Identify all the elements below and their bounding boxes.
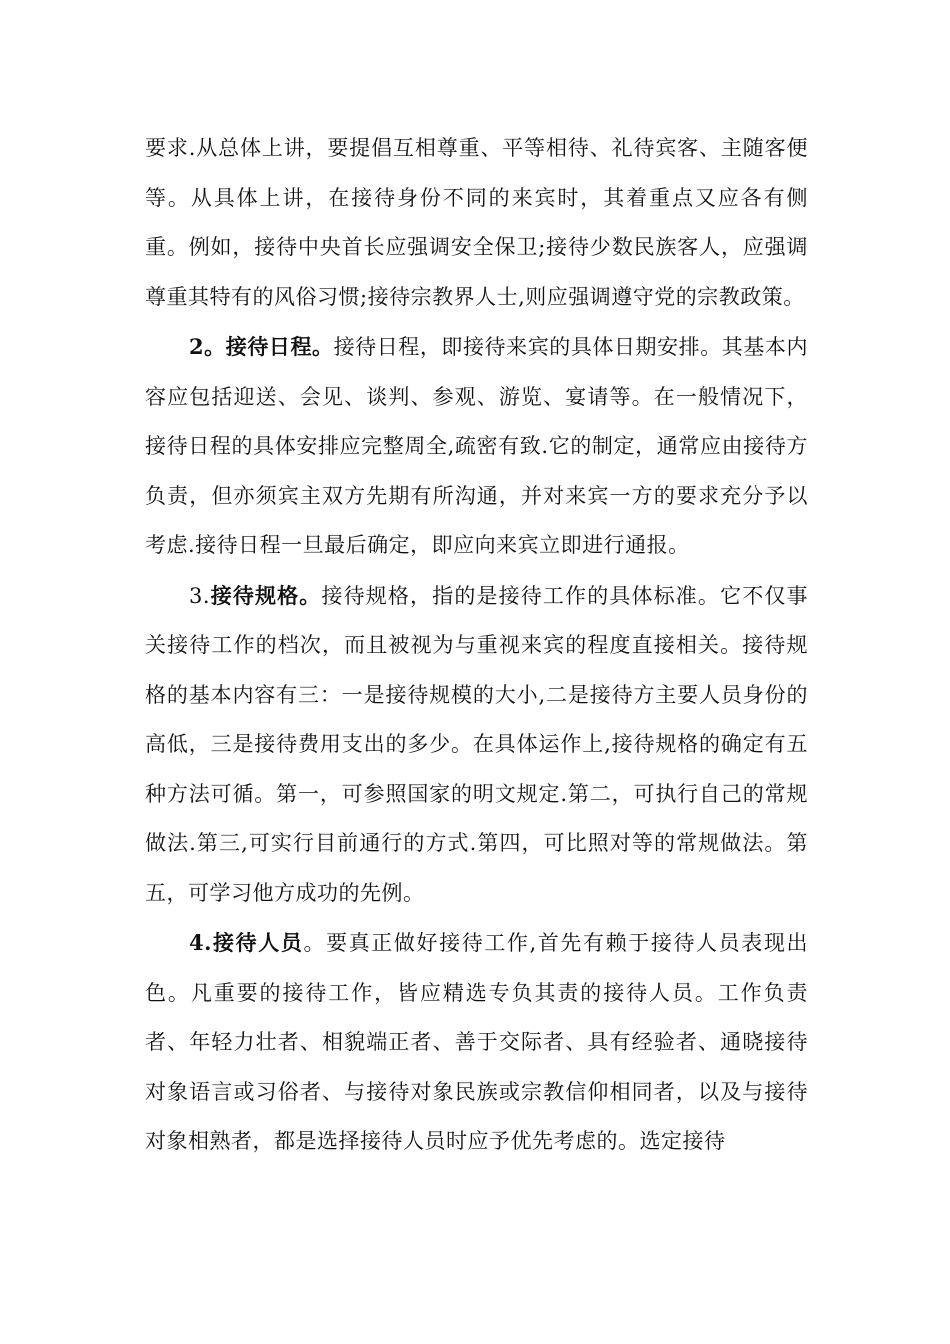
document-page [145,124,808,1167]
paragraph-schedule [145,322,808,571]
paragraph-text: 接待日程，即接待来宾的具体日期安排。其基本内容应包括迎送、会见、谈判、参观、游览、宴请等。在一般情况下，接待日程的具体安排应完整周全,疏密有致.它的制定，通常应由接待方负责，但亦须宾主双方先期有所沟通，并对来宾一方的要求充分予以考虑.接待日程一旦最后确定，即应向来宾立即进行通报。 [145,335,808,557]
section-heading-staff: 4.接待人员 [189,930,304,955]
paragraph-text: 接待规格，指的是接待工作的具体标准。它不仅事关接待工作的档次，而且被视为与重视来宾的程度直接相关。接待规格的基本内容有三：一是接待规模的大小,二是接待方主要人员身份的高低，三是接待费用支出的多少。在具体运作上,接待规格的确定有五种方法可循。第一，可参照国家的明文规定.第二，可执行自己的常规做法.第三,可实行目前通行的方式.第四，可比照对等的常规做法。第五，可学习他方成功的先例。 [145,583,809,905]
section-number-specification: 3. [189,583,211,608]
section-heading-schedule: 2。接待日程。 [189,334,334,359]
paragraph-intro [145,124,808,322]
paragraph-text: 要求.从总体上讲，要提倡互相尊重、平等相待、礼待宾客、主随客便等。从具体上讲，在接待身份不同的来宾时，其着重点又应各有侧重。例如，接待中央首长应强调安全保卫;接待少数民族客人，应强调尊重其特有的风俗习惯;接待宗教界人士,则应强调遵守党的宗教政策。 [145,136,808,309]
paragraph-text: 。要真正做好接待工作,首先有赖于接待人员表现出色。凡重要的接待工作，皆应精选专负其责的接待人员。工作负责者、年轻力壮者、相貌端正者、善于交际者、具有经验者、通晓接待对象语言或习俗者、与接待对象民族或宗教信仰相同者，以及与接待对象相熟者，都是选择接待人员时应予优先考虑的。选定接待 [145,931,808,1153]
paragraph-specification [145,571,808,919]
paragraph-staff [145,918,808,1167]
section-heading-specification: 接待规格。 [210,582,322,608]
